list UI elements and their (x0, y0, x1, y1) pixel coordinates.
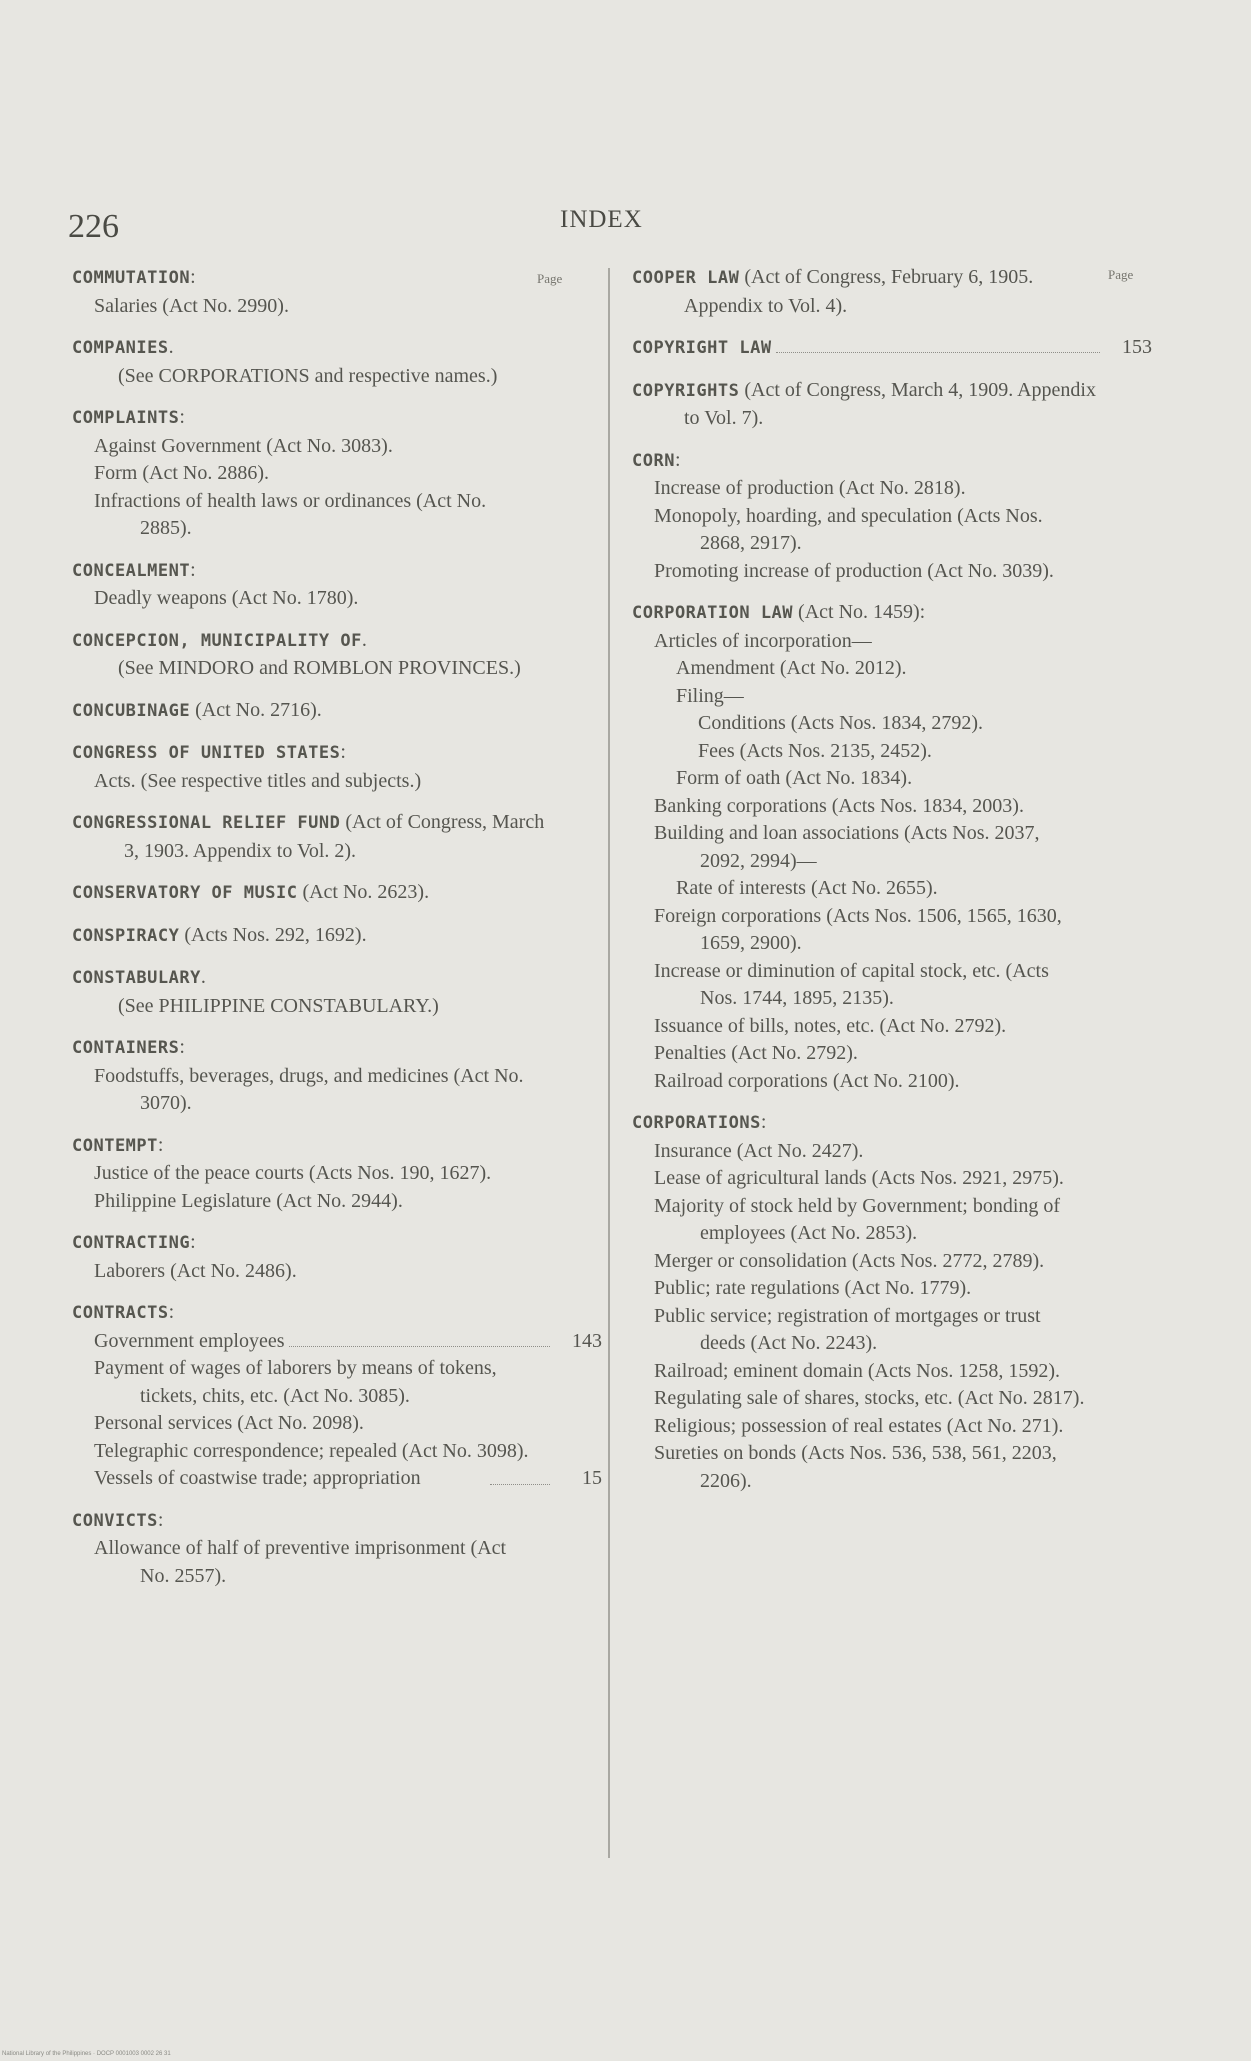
entry-heading-suffix: : (190, 558, 196, 581)
subentry-text: Promoting increase of production (Act No. 3039). (654, 559, 1054, 582)
index-entry (72, 404, 602, 543)
subentry-text: Amendment (Act No. 2012). (676, 657, 907, 679)
page-reference: 153 (1122, 336, 1152, 358)
subentry-text: (See PHILIPPINE CONSTABULARY.) (118, 994, 439, 1017)
subentry-text: Public; rate regulations (Act No. 1779). (654, 1277, 972, 1299)
subentry-text: Payment of wages of laborers by means of tokens, tickets, chits, etc. (Act No. 3085). (94, 1357, 497, 1407)
cross-reference (72, 655, 602, 683)
index-subentry (632, 1413, 1152, 1441)
entry-heading-suffix: (Act of Congress, February 6, 1905. Appendix to Vol. 4). (684, 266, 1034, 317)
index-subentry (632, 1440, 1152, 1495)
subentry-text: Penalties (Act No. 2792). (654, 1042, 858, 1064)
index-subentry (632, 503, 1152, 558)
entry-heading-suffix: : (340, 741, 346, 763)
index-entry (632, 377, 1152, 433)
index-entry (72, 879, 602, 908)
subentry-text: (See MINDORO and ROMBLON PROVINCES.) (118, 657, 521, 679)
subentry-text: Issuance of bills, notes, etc. (Act No. 2792). (654, 1014, 1007, 1037)
entry-heading: CONVICTS (72, 1510, 158, 1531)
entry-heading-suffix: : (674, 448, 681, 471)
index-entry (72, 1132, 602, 1216)
subentry-text: Public service; registration of mortgages or trust deeds (Act No. 2243). (654, 1304, 1041, 1354)
subentry-text: Foreign corporations (Acts Nos. 1506, 1565, 1630, 1659, 2900). (654, 904, 1062, 954)
entry-heading-suffix: . (168, 336, 174, 358)
subentry-text: Increase or diminution of capital stock, etc. (Acts Nos. 1744, 1895, 2135). (654, 959, 1049, 1009)
entry-heading: COMPANIES (72, 338, 169, 358)
index-subentry (72, 1328, 602, 1356)
index-entry (632, 447, 1152, 586)
subentry-text: Rate of interests (Act No. 2655). (676, 877, 938, 899)
page-column-label-left: Page (537, 271, 563, 286)
page-column-label-right: Page (1108, 267, 1134, 282)
index-subentry (72, 460, 602, 488)
index-subentry (632, 1165, 1152, 1193)
entry-heading-suffix: : (190, 266, 196, 288)
subentry-text: Building and loan associations (Acts Nos. 2037, 2092, 2994)— (654, 822, 1040, 872)
subentry-text: Increase of production (Act No. 2818). (654, 477, 966, 499)
subentry-text: (See CORPORATIONS and respective names.) (118, 364, 498, 387)
entry-heading-suffix: (Act No. 2716). (190, 698, 322, 721)
index-subentry (632, 1385, 1152, 1413)
index-subentry (632, 1013, 1152, 1041)
subentry-text: Filing— (676, 684, 744, 707)
column-divider (608, 268, 610, 1858)
index-subentry (632, 738, 1152, 766)
entry-heading: COMPLAINTS (72, 408, 180, 428)
index-entry (72, 1299, 602, 1493)
index-subentry (72, 1438, 602, 1466)
entry-heading: CORN (632, 450, 675, 471)
entry-heading-suffix: (Act of Congress, March 3, 1903. Appendix to Vol. 2). (124, 811, 545, 862)
index-column-right (632, 264, 1152, 1509)
index-subentry (632, 655, 1152, 683)
subentry-text: Religious; possession of real estates (Act No. 271). (654, 1414, 1064, 1437)
index-entry (72, 964, 602, 1020)
subentry-text: Salaries (Act No. 2990). (94, 294, 289, 317)
subentry-text: Railroad; eminent domain (Acts Nos. 1258, 1592). (654, 1359, 1061, 1382)
subentry-text: Conditions (Acts Nos. 1834, 2792). (698, 712, 983, 734)
subentry-text: Regulating sale of shares, stocks, etc. (Act No. 2817). (654, 1387, 1085, 1409)
entry-heading: COOPER LAW (632, 268, 740, 288)
entry-heading-suffix: . (200, 966, 206, 988)
index-entry (72, 739, 602, 795)
entry-heading-suffix: : (190, 1231, 196, 1253)
index-entry (72, 264, 602, 320)
subentry-text: Articles of incorporation— (654, 629, 872, 652)
index-subentry (72, 1063, 602, 1118)
subentry-text: Philippine Legislature (Act No. 2944). (94, 1189, 403, 1212)
index-subentry (632, 1068, 1152, 1096)
index-subentry (632, 793, 1152, 821)
index-entry (72, 809, 602, 865)
subentry-text: Monopoly, hoarding, and speculation (Acts Nos. 2868, 2917). (654, 504, 1043, 554)
index-entry (72, 697, 602, 726)
index-subentry (632, 475, 1152, 503)
entry-heading: CONCEALMENT (72, 560, 191, 581)
entry-heading: CORPORATION LAW (632, 603, 794, 623)
index-subentry (72, 1160, 602, 1188)
entry-heading: COPYRIGHTS (632, 380, 740, 401)
subentry-text: Deadly weapons (Act No. 1780). (94, 587, 359, 609)
index-entry (632, 1109, 1152, 1495)
index-subentry (72, 585, 602, 613)
entry-heading: CONSPIRACY (72, 925, 180, 946)
cross-reference (72, 363, 602, 391)
subentry-text: Laborers (Act No. 2486). (94, 1259, 297, 1282)
index-entry (72, 627, 602, 683)
subentry-text: Allowance of half of preventive imprisonment (Act No. 2557). (94, 1537, 507, 1587)
index-entry (72, 1507, 602, 1591)
index-subentry (632, 710, 1152, 738)
entry-heading-suffix: : (179, 1036, 185, 1058)
index-subentry (632, 1303, 1152, 1358)
index-entry (72, 1034, 602, 1118)
entry-heading-suffix: : (157, 1508, 164, 1531)
subentry-text: Personal services (Act No. 2098). (94, 1412, 364, 1434)
index-subentry (632, 765, 1152, 793)
index-entry (72, 922, 602, 951)
index-subentry (72, 488, 602, 543)
index-subentry (632, 1040, 1152, 1068)
index-subentry (632, 558, 1152, 586)
subentry-text: Government employees (94, 1329, 285, 1352)
index-subentry (632, 1275, 1152, 1303)
index-subentry (72, 1410, 602, 1438)
index-entry (632, 334, 1152, 363)
index-entry (632, 264, 1152, 320)
entry-heading-suffix: : (168, 1301, 175, 1323)
entry-heading: CONGRESSIONAL RELIEF FUND (72, 813, 341, 833)
subentry-text: Foodstuffs, beverages, drugs, and medicines (Act No. 3070). (94, 1064, 524, 1114)
index-subentry (72, 1535, 602, 1590)
entry-heading-suffix: : (760, 1111, 767, 1133)
entry-heading: CORPORATIONS (632, 1113, 761, 1133)
subentry-text: Justice of the peace courts (Acts Nos. 190, 1627). (94, 1162, 492, 1184)
index-subentry (72, 433, 602, 461)
subentry-text: Against Government (Act No. 3083). (94, 434, 393, 457)
dot-leader (289, 1346, 551, 1347)
page-number: 226 (68, 208, 119, 245)
page-reference: 143 (572, 1329, 602, 1352)
running-head: INDEX (560, 206, 643, 233)
subentry-text: Vessels of coastwise trade; appropriation (94, 1467, 421, 1489)
entry-heading: CONGRESS OF UNITED STATES (72, 743, 341, 763)
entry-heading: COMMUTATION (72, 268, 191, 288)
index-subentry (72, 1258, 602, 1286)
index-subentry (72, 1355, 602, 1410)
index-subentry (632, 820, 1152, 875)
entry-heading-suffix: (Act of Congress, March 4, 1909. Appendix to Vol. 7). (684, 378, 1096, 429)
entry-heading-suffix: : (179, 406, 185, 428)
entry-heading-suffix: (Acts Nos. 292, 1692). (179, 923, 367, 946)
entry-heading: CONSTABULARY (72, 968, 201, 988)
subentry-text: Fees (Acts Nos. 2135, 2452). (698, 739, 932, 762)
entry-heading: CONTEMPT (72, 1135, 158, 1156)
index-subentry (632, 1248, 1152, 1276)
subentry-text: Majority of stock held by Government; bonding of employees (Act No. 2853). (654, 1194, 1061, 1244)
subentry-text: Merger or consolidation (Acts Nos. 2772, 2789). (654, 1249, 1045, 1272)
index-entry (72, 334, 602, 390)
index-column-left (72, 264, 602, 1604)
subentry-text: Lease of agricultural lands (Acts Nos. 2921, 2975). (654, 1167, 1064, 1189)
index-subentry (72, 768, 602, 796)
index-subentry (632, 683, 1152, 711)
entry-heading: CONCEPCION, MUNICIPALITY OF (72, 630, 362, 651)
entry-heading: CONCUBINAGE (72, 700, 191, 721)
subentry-text: Sureties on bonds (Acts Nos. 536, 538, 561, 2203, 2206). (654, 1442, 1057, 1492)
entry-heading: CONTRACTING (72, 1233, 191, 1253)
entry-heading: CONSERVATORY OF MUSIC (72, 883, 298, 903)
index-subentry (632, 958, 1152, 1013)
index-entry (72, 1229, 602, 1285)
cross-reference (72, 993, 602, 1021)
entry-heading-suffix: (Act No. 2623). (297, 881, 430, 903)
subentry-text: Acts. (See respective titles and subjects.) (94, 769, 422, 792)
subentry-text: Insurance (Act No. 2427). (654, 1139, 864, 1162)
scan-footer: National Library of the Philippines · DOCP 0001003 0002 26 31 (2, 2051, 171, 2057)
dot-leader (490, 1484, 550, 1485)
entry-heading: COPYRIGHT LAW (632, 338, 772, 358)
index-subentry (632, 1193, 1152, 1248)
index-subentry (632, 1138, 1152, 1166)
index-entry (632, 599, 1152, 1095)
entry-heading-suffix: : (157, 1133, 164, 1156)
subentry-text: Form (Act No. 2886). (94, 462, 269, 484)
entry-heading-suffix: . (361, 628, 367, 651)
entry-heading-suffix: (Act No. 1459): (793, 601, 926, 623)
subentry-text: Infractions of health laws or ordinances (Act No. 2885). (94, 489, 487, 539)
subentry-text: Telegraphic correspondence; repealed (Act No. 3098). (94, 1439, 529, 1462)
index-subentry (632, 903, 1152, 958)
index-subentry (72, 293, 602, 321)
dot-leader (776, 352, 1100, 353)
subentry-text: Form of oath (Act No. 1834). (676, 767, 913, 789)
page-reference: 15 (582, 1467, 602, 1489)
entry-heading: CONTAINERS (72, 1038, 180, 1058)
entry-heading: CONTRACTS (72, 1303, 169, 1323)
index-subentry (632, 1358, 1152, 1386)
index-subentry (632, 875, 1152, 903)
index-entry (72, 557, 602, 613)
index-subentry (72, 1188, 602, 1216)
subentry-text: Banking corporations (Acts Nos. 1834, 2003). (654, 794, 1024, 817)
index-subentry (632, 628, 1152, 656)
subentry-text: Railroad corporations (Act No. 2100). (654, 1069, 960, 1092)
